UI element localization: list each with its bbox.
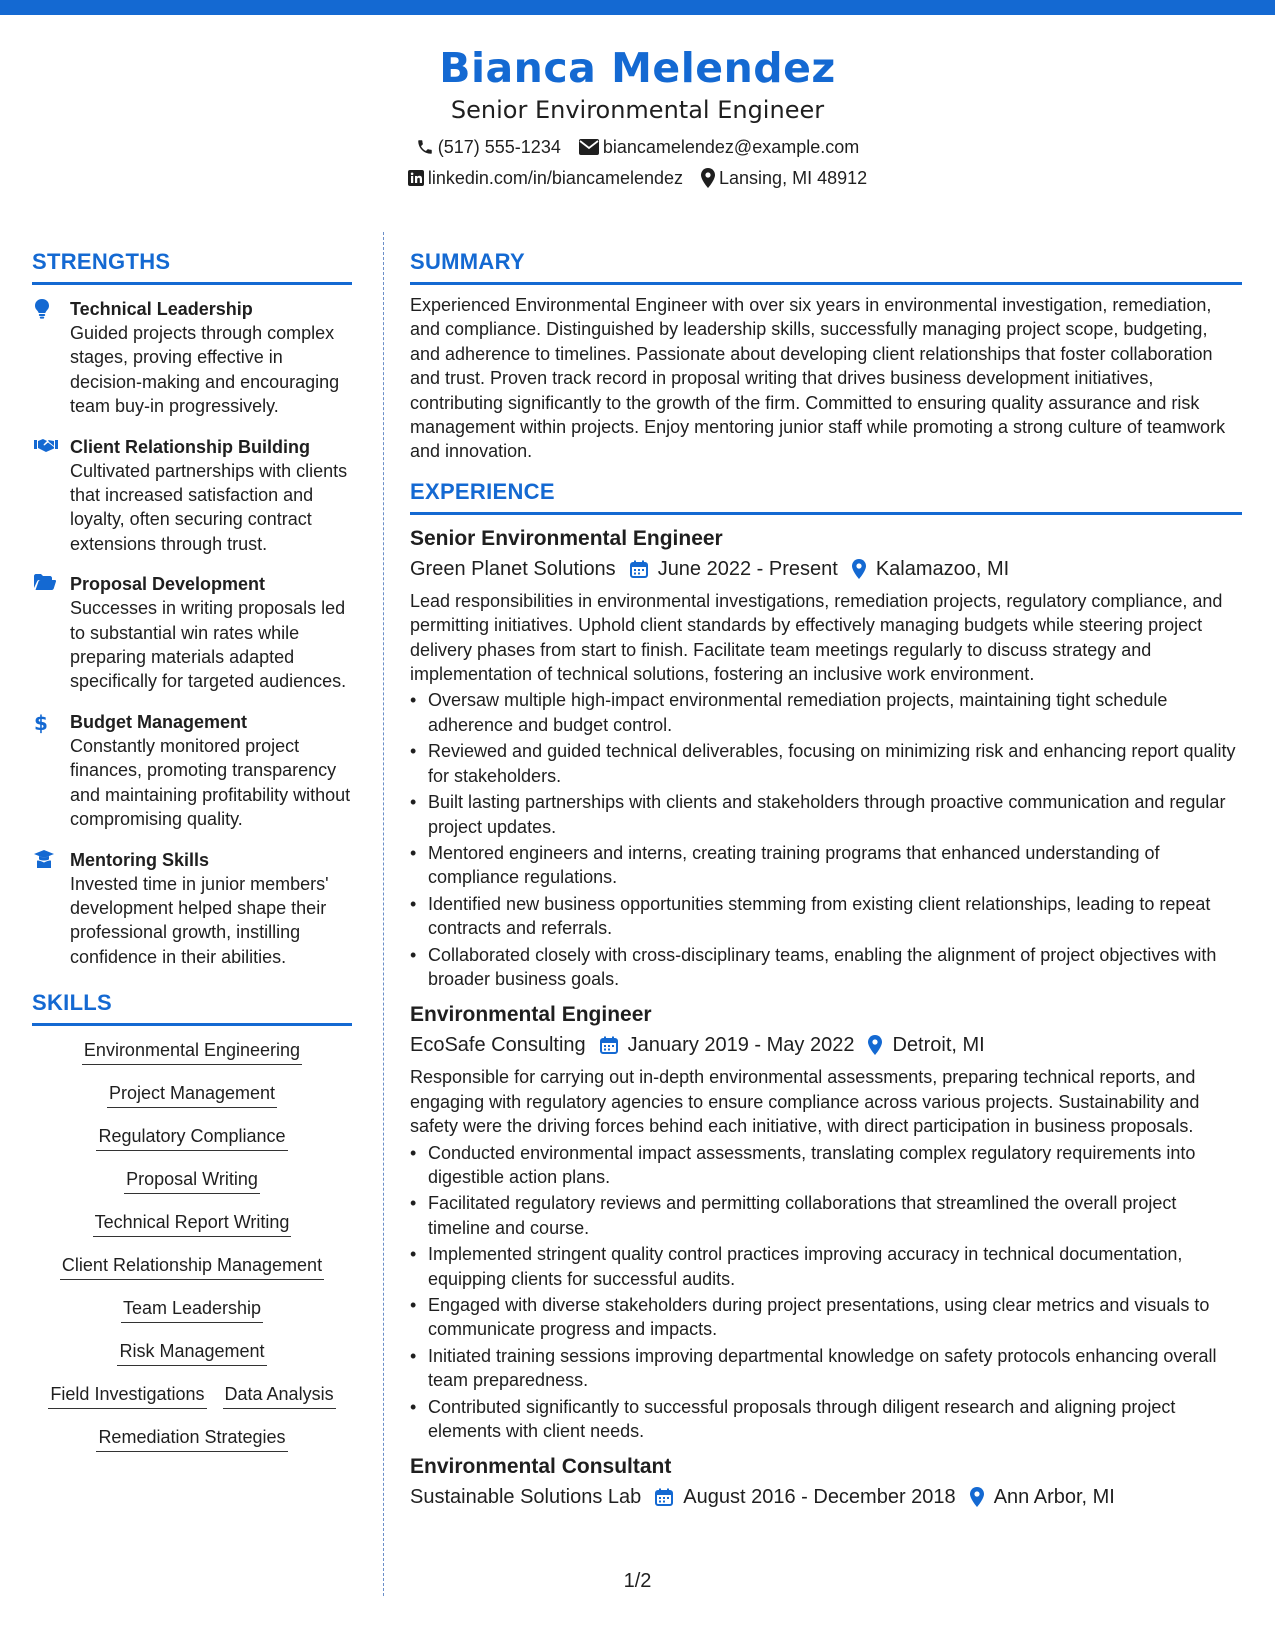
strength-description: Invested time in junior members' development helped shape their professional growth, instilling confidence in their abilities. <box>70 873 329 967</box>
job-meta <box>410 1031 1242 1059</box>
skill-tag: Remediation Strategies <box>96 1423 287 1452</box>
location-contact <box>701 167 867 189</box>
job-dates: June 2022 - Present <box>657 557 838 580</box>
strength-title: Mentoring Skills <box>70 849 210 870</box>
linkedin-icon <box>408 170 424 186</box>
graduate-icon <box>32 848 70 970</box>
bullet-item: • Conducted environmental impact assessments, translating complex regulatory requirements into digestible action plans. <box>410 1141 1242 1190</box>
email-contact[interactable] <box>579 136 859 158</box>
bullet-item: • Reviewed and guided technical deliverables, focusing on minimizing risk and enhancing report quality for stakeholders. <box>410 739 1242 788</box>
job-entry <box>410 1453 1242 1511</box>
left-column <box>32 248 352 1452</box>
strength-title: Technical Leadership <box>70 299 253 319</box>
skill-tag: Proposal Writing <box>124 1165 260 1194</box>
bullet-item: • Mentored engineers and interns, creating training programs that enhanced understanding of compliance regulations. <box>410 841 1242 890</box>
right-column <box>410 248 1242 1511</box>
bullet-item: • Engaged with diverse stakeholders during project presentations, using clear metrics and visuals to communicate progress and impacts. <box>410 1293 1242 1342</box>
lightbulb-icon <box>32 297 70 419</box>
map-pin-icon <box>970 1487 984 1507</box>
strength-item <box>32 848 352 970</box>
calendar-icon <box>630 560 648 578</box>
skill-tag: Regulatory Compliance <box>96 1122 287 1151</box>
skill-tag: Technical Report Writing <box>93 1208 292 1237</box>
candidate-title: Senior Environmental Engineer <box>450 96 825 124</box>
phone-number: (517) 555-1234 <box>437 137 561 157</box>
skill-tag: Team Leadership <box>121 1294 263 1323</box>
resume-header <box>0 42 1275 189</box>
column-divider <box>383 232 384 1596</box>
summary-text: Experienced Environmental Engineer with over six years in environmental investigation, remediation, and compliance. Distinguished by leadership skills, successfully managing project scope, budgeting, and adherence to timelines. Passionate about developing client relationships that foster collaboration and trust. Proven track record in proposal writing that drives business development initiatives, contributing significantly to the growth of the firm. Committed to ensuring quality assurance and risk management within projects. Enjoy mentoring junior staff while promoting a strong culture of teamwork and innovation. <box>410 295 1226 462</box>
strength-title: Proposal Development <box>70 574 266 595</box>
envelope-icon <box>579 139 599 155</box>
strength-title: Budget Management <box>70 711 248 732</box>
bullet-item: • Oversaw multiple high-impact environmental remediation projects, maintaining tight schedule adherence and budget control. <box>410 688 1242 737</box>
skill-tag: Field Investigations <box>48 1380 206 1409</box>
strength-item <box>32 710 352 832</box>
svg-text:$: $ <box>34 711 48 734</box>
top-accent-bar <box>0 0 1275 15</box>
summary-heading: SUMMARY <box>410 248 1242 285</box>
strength-item <box>32 435 352 557</box>
contact-row-2 <box>0 167 1275 189</box>
calendar-icon <box>655 1488 673 1506</box>
job-bullets <box>410 688 1242 991</box>
skills-list <box>32 1036 352 1452</box>
email-address: biancamelendez@example.com <box>602 137 860 157</box>
skill-tag: Risk Management <box>117 1337 266 1366</box>
strength-description: Constantly monitored project finances, promoting transparency and maintaining profitability without compromising quality. <box>70 735 351 830</box>
calendar-icon <box>600 1036 618 1054</box>
strengths-list <box>32 297 352 969</box>
skill-tag: Data Analysis <box>223 1380 336 1409</box>
phone-icon <box>416 138 434 156</box>
job-title: Senior Environmental Engineer <box>410 526 723 550</box>
job-entry <box>410 1001 1242 1443</box>
page-number: 1/2 <box>623 1570 652 1592</box>
bullet-item: • Built lasting partnerships with clients and stakeholders through proactive communication and regular project updates. <box>410 790 1242 839</box>
job-location: Kalamazoo, MI <box>875 557 1010 580</box>
experience-heading: EXPERIENCE <box>410 478 1242 515</box>
folder-open-icon <box>32 572 70 694</box>
skills-heading: SKILLS <box>32 989 352 1026</box>
job-dates: January 2019 - May 2022 <box>627 1034 855 1057</box>
dollar-icon <box>32 710 70 832</box>
company-name: EcoSafe Consulting <box>410 1034 586 1057</box>
location-text: Lansing, MI 48912 <box>719 168 868 188</box>
job-dates: August 2016 - December 2018 <box>683 1486 956 1509</box>
company-name: Sustainable Solutions Lab <box>410 1486 642 1509</box>
linkedin-url: linkedin.com/in/biancamelendez <box>427 168 684 188</box>
job-location: Detroit, MI <box>892 1034 985 1057</box>
strength-description: Successes in writing proposals led to substantial win rates while preparing materials adapted specifically for targeted audiences. <box>70 598 347 692</box>
skill-tag: Project Management <box>107 1079 277 1108</box>
job-meta <box>410 555 1242 583</box>
handshake-icon <box>32 435 70 557</box>
job-meta <box>410 1483 1242 1511</box>
linkedin-contact[interactable] <box>408 167 683 189</box>
job-title: Environmental Consultant <box>410 1455 672 1479</box>
job-description: Lead responsibilities in environmental investigations, remediation projects, regulatory compliance, and permitting initiatives. Uphold client standards by effectively managing budgets while steering project delivery phases from start to finish. Facilitate team meetings regularly to discuss strategy and implementation of technical solutions, fostering an inclusive work environment. <box>410 590 1223 685</box>
skill-tag: Client Relationship Management <box>60 1251 324 1280</box>
strength-description: Cultivated partnerships with clients that increased satisfaction and loyalty, often securing contract extensions through trust. <box>70 460 348 554</box>
map-pin-icon <box>868 1035 882 1055</box>
strength-item <box>32 297 352 419</box>
bullet-item: • Facilitated regulatory reviews and permitting collaborations that streamlined the overall project timeline and course. <box>410 1191 1242 1240</box>
job-title: Environmental Engineer <box>410 1003 652 1027</box>
job-bullets <box>410 1141 1242 1444</box>
strength-item <box>32 572 352 694</box>
job-description: Responsible for carrying out in-depth environmental assessments, preparing technical reports, and engaging with regulatory agencies to ensure compliance across various projects. Sustainability and safety were the driving forces behind each initiative, with direct participation in business proposals. <box>410 1067 1200 1137</box>
skill-tag: Environmental Engineering <box>82 1036 302 1065</box>
job-entry <box>410 525 1242 992</box>
bullet-item: • Collaborated closely with cross-disciplinary teams, enabling the alignment of project objectives with broader business goals. <box>410 943 1242 992</box>
strengths-heading: STRENGTHS <box>32 248 352 285</box>
strength-title: Client Relationship Building <box>70 436 310 457</box>
phone-contact <box>416 136 561 158</box>
contact-row-1 <box>0 136 1275 158</box>
bullet-item: • Initiated training sessions improving departmental knowledge on safety protocols enhancing overall team preparedness. <box>410 1344 1242 1393</box>
bullet-item: • Identified new business opportunities stemming from existing client relationships, leading to repeat contracts and referrals. <box>410 892 1242 941</box>
bullet-item: • Implemented stringent quality control practices improving accuracy in technical documentation, equipping clients for successful audits. <box>410 1242 1242 1291</box>
map-pin-icon <box>852 559 866 579</box>
job-location: Ann Arbor, MI <box>993 1486 1115 1509</box>
map-pin-icon <box>701 168 715 188</box>
company-name: Green Planet Solutions <box>410 557 616 580</box>
bullet-item: • Contributed significantly to successful proposals through diligent research and aligning project elements with client needs. <box>410 1395 1242 1444</box>
strength-description: Guided projects through complex stages, proving effective in decision-making and encouraging team buy-in progressively. <box>70 323 340 417</box>
candidate-name: Bianca Melendez <box>439 44 836 92</box>
